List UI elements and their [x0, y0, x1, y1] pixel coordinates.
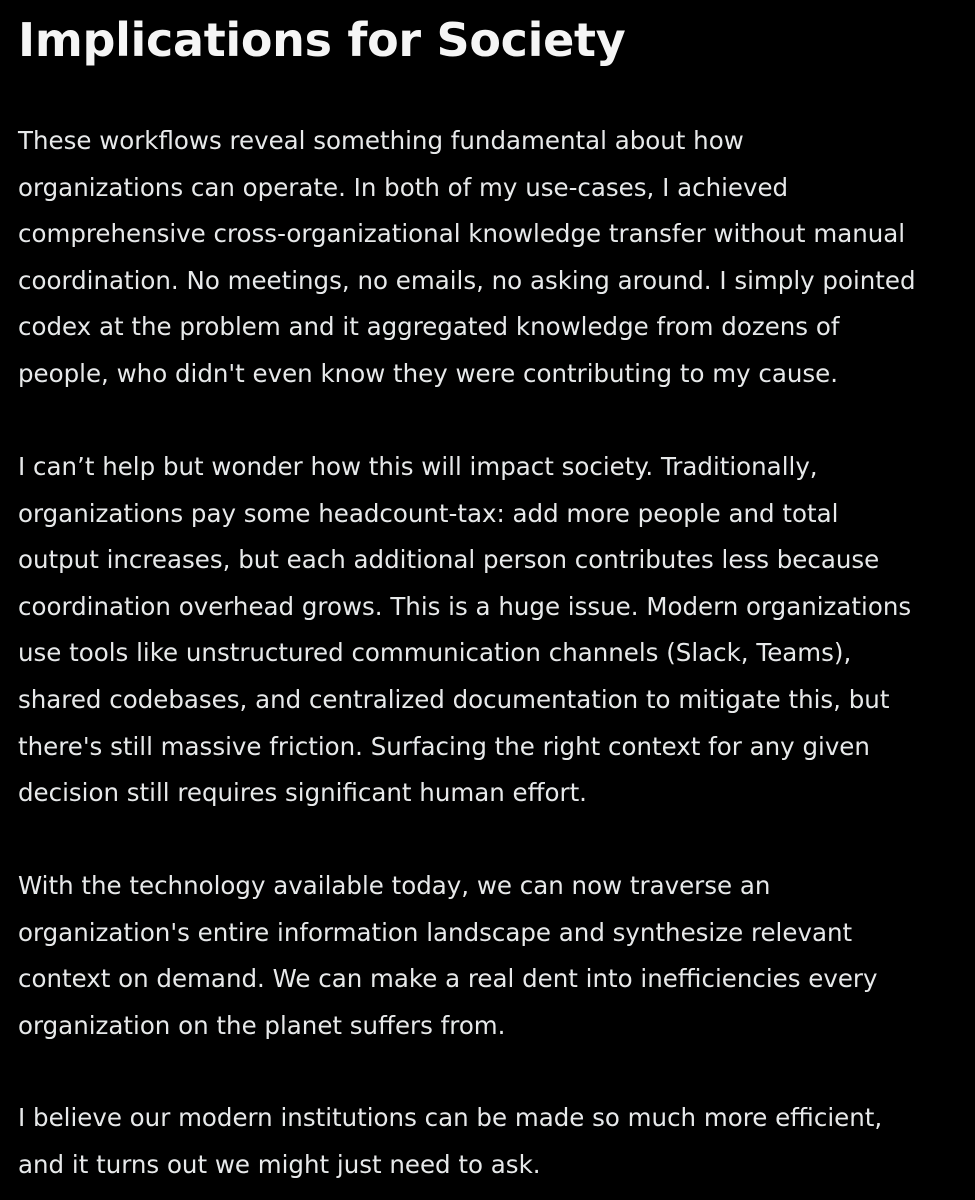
paragraph-line: comprehensive cross-organizational knowledge transfer without manual [18, 219, 906, 249]
paragraph-line: organization's entire information landscape and synthesize relevant [18, 917, 853, 947]
paragraph-line: organizations can operate. In both of my use-cases, I achieved [18, 172, 789, 202]
paragraph-line: shared codebases, and centralized documentation to mitigate this, but [18, 684, 890, 714]
paragraph-4 [18, 1095, 882, 1188]
article-title: Implications for Society [18, 13, 626, 67]
paragraph-line: and it turns out we might just need to ask. [18, 1149, 541, 1179]
paragraph-line: These workflows reveal something fundamental about how [18, 126, 744, 155]
paragraph-line: With the technology available today, we can now traverse an [18, 871, 771, 900]
paragraph-line: coordination overhead grows. This is a huge issue. Modern organizations [18, 591, 912, 621]
paragraph-3 [18, 863, 877, 1049]
paragraph-line: I can’t help but wonder how this will impact society. Traditionally, [18, 452, 818, 481]
paragraph-line: use tools like unstructured communication channels (Slack, Teams), [18, 638, 852, 668]
paragraph-line: context on demand. We can make a real dent into inefficiencies every [18, 964, 878, 994]
paragraph-line: decision still requires significant human effort. [18, 778, 587, 808]
paragraph-line: codex at the problem and it aggregated knowledge from dozens of [18, 312, 840, 342]
paragraph-line: I believe our modern institutions can be made so much more efficient, [18, 1103, 883, 1132]
paragraph-line: coordination. No meetings, no emails, no asking around. I simply pointed [18, 265, 916, 295]
paragraph-2 [18, 444, 911, 817]
paragraph-1 [18, 118, 916, 398]
paragraph-line: there's still massive friction. Surfacing the right context for any given [18, 731, 870, 761]
paragraph-line: output increases, but each additional person contributes less because [18, 545, 880, 575]
paragraph-line: people, who didn't even know they were contributing to my cause. [18, 358, 839, 388]
paragraph-line: organization on the planet suffers from. [18, 1010, 506, 1040]
paragraph-line: organizations pay some headcount-tax: add more people and total [18, 498, 839, 528]
